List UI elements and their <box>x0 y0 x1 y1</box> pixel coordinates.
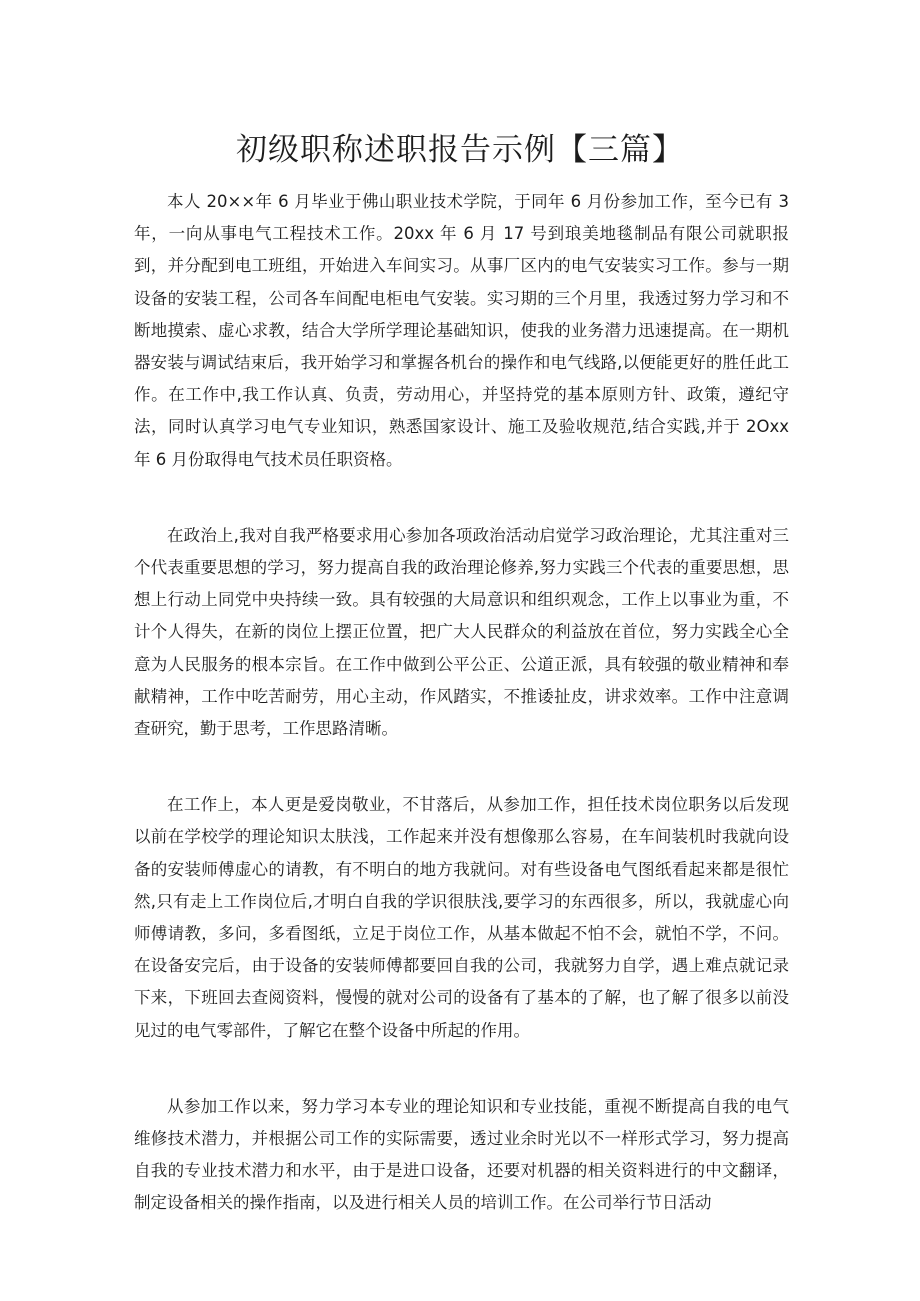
document-body <box>134 186 789 1264</box>
paragraph-2: 在政治上,我对自我严格要求用心参加各项政治活动启觉学习政治理论，尤其注重对三个代表重要思想的学习，努力提高自我的政治理论修养,努力实践三个代表的重要思想，思想上行动上同党中央持续一致。具有较强的大局意识和组织观念，工作上以事业为重，不计个人得失，在新的岗位上摆正位置，把广大人民群众的利益放在首位，努力实践全心全意为人民服务的根本宗旨。在工作中做到公平公正、公道正派，具有较强的敬业精神和奉献精神，工作中吃苦耐劳，用心主动，作风踏实，不推诿扯皮，讲求效率。工作中注意调查研究，勤于思考，工作思路清晰。 <box>134 525 789 739</box>
document-title: 初级职称述职报告示例【三篇】 <box>236 132 684 168</box>
paragraph-3: 在工作上，本人更是爱岗敬业，不甘落后，从参加工作，担任技术岗位职务以后发现以前在学校学的理论知识太肤浅，工作起来并没有想像那么容易，在车间装机时我就向设备的安装师傅虚心的请教，有不明白的地方我就问。对有些设备电气图纸看起来都是很忙然,只有走上工作岗位后,才明白自我的学识很肤浅,要学习的东西很多，所以，我就虚心向师傅请教，多问，多看图纸，立足于岗位工作，从基本做起不怕不会，就怕不学，不问。在设备安完后，由于设备的安装师傅都要回自我的公司，我就努力自学，遇上难点就记录下来，下班回去查阅资料，慢慢的就对公司的设备有了基本的了解，也了解了很多以前没见过的电气零部件，了解它在整个设备中所起的作用。 <box>134 795 789 1040</box>
paragraph-1: 本人 20××年 6 月毕业于佛山职业技术学院，于同年 6 月份参加工作，至今已有 3 年，一向从事电气工程技术工作。20xx 年 6 月 17 号到琅美地毯制品有限公司就职报到，并分配到电工班组，开始进入车间实习。从事厂区内的电气安装实习工作。参与一期设备的安装工程，公司各车间配电柜电气安装。实习期的三个月里，我透过努力学习和不断地摸索、虚心求教，结合大学所学理论基础知识，使我的业务潜力迅速提高。在一期机器安装与调试结束后，我开始学习和掌握各机台的操作和电气线路,以便能更好的胜任此工作。在工作中,我工作认真、负责，劳动用心，并坚持党的基本原则方针、政策，遵纪守法，同时认真学习电气专业知识，熟悉国家设计、施工及验收规范,结合实践,并于 2Oxx 年 6 月份取得电气技术员任职资格。 <box>134 192 789 469</box>
paragraph-4: 从参加工作以来，努力学习本专业的理论知识和专业技能，重视不断提高自我的电气维修技术潜力，并根据公司工作的实际需要，透过业余时光以不一样形式学习，努力提高自我的专业技术潜力和水平，由于是进口设备，还要对机器的相关资料进行的中文翻译，制定设备相关的操作指南，以及进行相关人员的培训工作。在公司举行节日活动 <box>134 1096 789 1213</box>
